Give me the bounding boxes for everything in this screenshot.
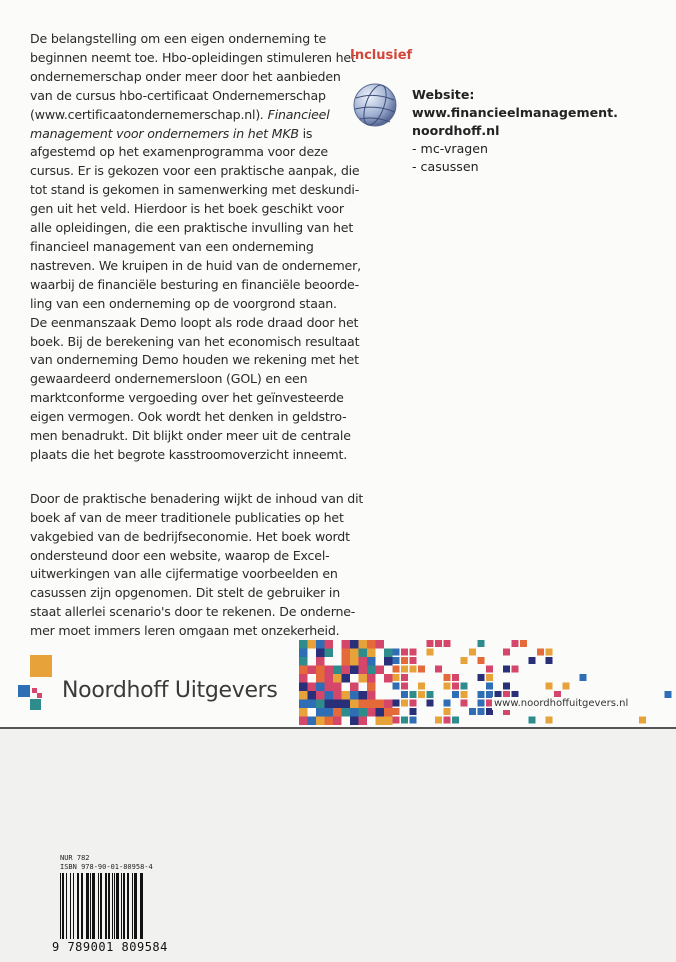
pixel-square [316,640,325,649]
text-line: van de cursus hbo-certificaat Ondernemerschap [30,87,326,103]
pixel-square [299,666,308,675]
pixel-square [393,649,400,656]
pixel-square [308,683,317,692]
pixel-square [529,717,536,724]
pixel-square [435,666,442,673]
pixel-square [342,666,351,675]
pixel-square [427,640,434,647]
text-line: nastreven. We kruipen in de huid van de ondernemer, [30,257,361,273]
barcode-bar [62,873,64,939]
pixel-square [393,657,400,664]
pixel-square [393,683,400,690]
pixel-square [478,674,485,681]
pixel-square [316,691,325,700]
pixel-square [486,666,493,673]
pixel-square [367,708,376,717]
pixel-square [342,640,351,649]
pixel-square [435,640,442,647]
globe-icon [352,82,398,128]
pixel-square [308,666,317,675]
barcode-bar [60,873,61,939]
pixel-square [410,717,417,724]
pixel-square [342,708,351,717]
pixel-square [486,683,493,690]
pixel-square [333,708,342,717]
barcode-bar [100,873,102,939]
text-line: De belangstelling om een eigen onderneming te [30,31,327,46]
pixel-square [299,691,308,700]
text-line: boek. Bij de berekening van het economisch resultaat [30,333,360,349]
pixel-square [316,683,325,692]
barcode-bar [108,873,110,939]
pixel-square [316,700,325,709]
barcode-bar [121,873,122,939]
pixel-square [299,674,308,683]
barcode-bar [98,873,99,939]
barcode-bar [132,873,133,939]
pixel-square [359,640,368,649]
pixel-square [639,717,646,724]
barcode-bar [77,873,79,939]
pixel-square [401,674,408,681]
pixel-square [367,649,376,658]
pixel-square [393,666,400,673]
website-info [412,86,618,176]
pixel-square [418,691,425,698]
pixel-square [461,657,468,664]
pixel-square [529,657,536,664]
barcode-bar [140,873,143,939]
description-text [30,30,364,641]
text-line: marktconforme vergoeding over het geïnvesteerde [30,390,344,406]
pixel-square [308,717,317,726]
pixel-square [316,708,325,717]
pixel-square [444,717,451,724]
website-label: Website: [412,87,475,102]
pixel-square [316,657,325,666]
pixel-square [520,640,527,647]
text-line: ondersteund door een website, waarop de Excel- [30,547,330,563]
pixel-square [350,649,359,658]
pixel-square [350,717,359,726]
pixel-square [325,708,334,717]
barcode-bar [105,873,107,939]
pixel-square [478,657,485,664]
pixel-square [333,691,342,700]
pixel-square [478,700,485,707]
paragraph-1 [30,30,361,465]
pixel-square [444,708,451,715]
text-line: van onderneming Demo houden we rekening met het [30,352,359,368]
included-item: - mc-vragen [412,141,489,156]
pixel-square [478,691,485,698]
text-line: uitwerkingen van alle cijfermatige voorbeelden en [30,566,338,582]
pixel-square [316,666,325,675]
pixel-square [461,691,468,698]
text-line: boek af van de meer traditionele publicaties op het [30,509,344,525]
text-line: mer moet immers leren omgaan met onzekerheid. [30,623,340,639]
pixel-square [299,640,308,649]
pixel-square [367,683,376,692]
pixel-square [342,691,351,700]
pixel-square [325,700,334,709]
pixel-square [333,666,342,675]
barcode-bar [123,873,125,939]
pixel-square [435,717,442,724]
pixel-square [325,666,334,675]
pixel-square [333,717,342,726]
text-line: eigen vermogen. Ook wordt het denken in geldstro- [30,409,347,425]
pixel-square [478,708,485,715]
pixel-pattern [299,640,676,726]
website-url-line2[interactable]: noordhoff.nl [412,123,500,138]
text-line: alle opleidingen, die een praktische invulling van het [30,220,354,236]
pixel-square [333,683,342,692]
text-line: gewaardeerd ondernemersloon (GOL) en een [30,371,308,387]
pixel-square [325,691,334,700]
pixel-square [376,640,385,649]
pixel-square [299,717,308,726]
barcode-bar [127,873,129,939]
pixel-square [325,640,334,649]
barcode-number: 9 789001 809584 [52,940,168,954]
text-line: beginnen neemt toe. Hbo-opleidingen stimuleren het [30,49,356,65]
pixel-square [308,640,317,649]
pixel-square [350,640,359,649]
pixel-square [350,657,359,666]
barcode-bar [70,873,71,939]
barcode-bar [81,873,83,939]
pixel-square [563,683,570,690]
text-line: De eenmanszaak Demo loopt als rode draad door het [30,314,359,330]
text-line: gen uit het veld. Hierdoor is het boek geschikt voor [30,201,344,217]
pixel-square [401,683,408,690]
included-item: - casussen [412,159,479,174]
pixel-square [359,708,368,717]
pixel-square [418,666,425,673]
pixel-square [359,657,368,666]
pixel-square [418,683,425,690]
pixel-square [359,666,368,675]
text-line: vakgebied van de bedrijfseconomie. Het boek wordt [30,528,350,544]
barcode-bar [134,873,137,939]
pixel-square [376,708,385,717]
pixel-square [376,666,385,675]
pixel-square [384,674,393,683]
pixel-square [393,674,400,681]
pixel-square [512,666,519,673]
pixel-square [410,666,417,673]
barcode-bar [73,873,74,939]
publisher-name: Noordhoff Uitgevers [62,678,278,703]
pixel-square [401,717,408,724]
pixel-square [546,717,553,724]
pixel-square [401,657,408,664]
pixel-square [486,674,493,681]
pixel-square [452,674,459,681]
pixel-square [342,657,351,666]
pixel-square [367,674,376,683]
pixel-square [350,700,359,709]
text-line: cursus. Er is gekozen voor een praktische aanpak, die [30,163,360,179]
pixel-square [367,657,376,666]
pixel-square [316,649,325,658]
barcode-bar [92,873,95,939]
text-line: financieel management van een onderneming [30,238,314,254]
text-line: afgestemd op het examenprogramma voor deze [30,144,328,160]
pixel-square [333,674,342,683]
text-line: waarbij de financiële besturing en financiële beoorde- [30,276,359,292]
pixel-square [384,708,393,717]
pixel-square [384,717,393,726]
pixel-square [452,717,459,724]
isbn-info [60,854,153,872]
pixel-square [325,674,334,683]
barcode-bar [90,873,91,939]
pixel-square [469,708,476,715]
paragraph-2 [30,490,364,641]
pixel-square [503,649,510,656]
pixel-square [367,666,376,675]
barcode-bar [86,873,89,939]
pixel-square [359,700,368,709]
pixel-square [376,717,385,726]
pixel-square [350,666,359,675]
pixel-square [537,649,544,656]
pixel-square [299,708,308,717]
pixel-square [401,691,408,698]
text-line: plaats die het begrote kasstroomoverzicht inneemt. [30,446,348,462]
pixel-square [665,691,672,698]
pixel-square [376,700,385,709]
text-line: men benadrukt. Dit blijkt onder meer uit de centrale [30,428,351,444]
pixel-square [308,691,317,700]
barcode-bar [116,873,119,939]
noordhoff-logo-icon [18,655,62,717]
pixel-square [384,657,393,666]
pixel-square [546,649,553,656]
pixel-square [410,657,417,664]
pixel-square [367,691,376,700]
pixel-square [359,691,368,700]
pixel-square [444,700,451,707]
pixel-square [299,657,308,666]
text-line: Door de praktische benadering wijkt de inhoud van dit [30,490,364,506]
pixel-square [512,640,519,647]
website-url-line1[interactable]: www.financieelmanagement. [412,105,618,120]
text-line: tot stand is gekomen in samenwerking met deskundi- [30,182,360,198]
pixel-square [393,700,400,707]
barcode-bar [114,873,115,939]
pixel-square [316,717,325,726]
pixel-square [316,674,325,683]
pixel-square [342,649,351,658]
pixel-square [342,674,351,683]
pixel-square [325,683,334,692]
pixel-square [410,649,417,656]
pixel-square [325,649,334,658]
pixel-square [333,700,342,709]
pixel-square [401,700,408,707]
pixel-square [299,649,308,658]
pixel-square [350,708,359,717]
pixel-square [393,717,400,724]
pixel-square [367,700,376,709]
pixel-square [367,640,376,649]
pixel-square [503,683,510,690]
nur-code: NUR 782 [60,854,90,862]
pixel-square [359,674,368,683]
pixel-square [427,691,434,698]
pixel-square [299,700,308,709]
pixel-square [308,700,317,709]
pixel-square [384,700,393,709]
pixel-square [478,640,485,647]
pixel-square [427,649,434,656]
pixel-square [350,683,359,692]
pixel-square [299,683,308,692]
publisher-url[interactable]: www.noordhoffuitgevers.nl [494,698,629,709]
pixel-square [410,691,417,698]
pixel-square [546,683,553,690]
pixel-square [444,674,451,681]
pixel-square [359,649,368,658]
text-line: (www.certificaatondernemerschap.nl). Financieel [30,106,330,122]
barcode-bar [66,873,67,939]
pixel-square [546,657,553,664]
text-line: staat allerlei scenario's door te rekenen. De onderne- [30,604,356,620]
pixel-square [384,649,393,658]
pixel-square [393,708,400,715]
text-line: ling van een onderneming op de voorgrond staan. [30,295,337,311]
isbn-number: ISBN 978-90-01-80958-4 [60,863,153,871]
pixel-square [461,700,468,707]
pixel-square [410,708,417,715]
pixel-square [359,717,368,726]
pixel-square [580,674,587,681]
pixel-square [461,683,468,690]
pixel-square [350,691,359,700]
pixel-square [427,700,434,707]
pixel-square [444,683,451,690]
text-line: management voor ondernemers in het MKB is [30,125,313,141]
pixel-square [401,666,408,673]
barcode [60,873,146,945]
pixel-square [503,666,510,673]
pixel-square [401,649,408,656]
inclusief-heading: Inclusief [350,48,413,63]
pixel-square [444,640,451,647]
pixel-square [410,700,417,707]
pixel-square [469,649,476,656]
pixel-square [325,717,334,726]
pixel-square [452,691,459,698]
pixel-square [342,700,351,709]
pixel-square [452,683,459,690]
text-line: ondernemerschap onder meer door het aanbieden [30,68,341,84]
barcode-bar [112,873,113,939]
text-line: casussen zijn opgenomen. Dit stelt de gebruiker in [30,585,340,601]
